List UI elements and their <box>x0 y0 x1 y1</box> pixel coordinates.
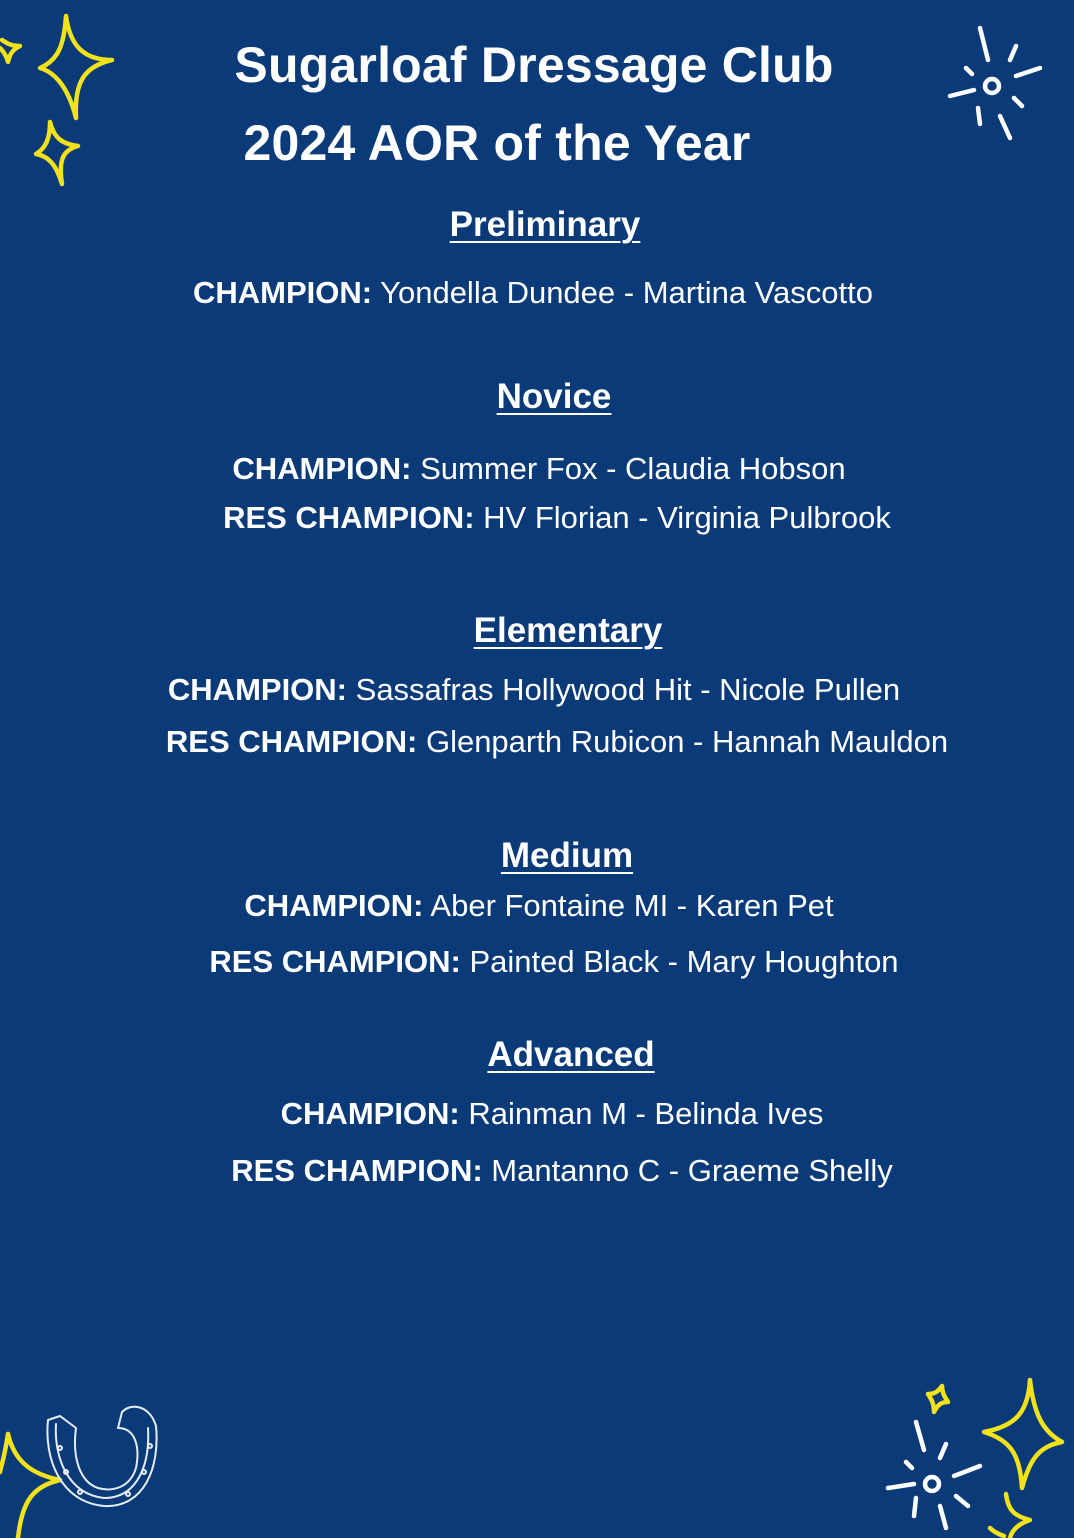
award-label: CHAMPION: <box>244 888 424 923</box>
poster-title-line-2: 2024 AOR of the Year <box>243 115 751 171</box>
section-heading-elementary: Elementary <box>473 611 663 650</box>
award-value: Mantanno C - Graeme Shelly <box>491 1153 893 1188</box>
medium-res-champion <box>17 946 1074 977</box>
sparkle-star-icon <box>0 0 130 200</box>
award-label: CHAMPION: <box>192 275 373 310</box>
award-value: Glenparth Rubicon - Hannah Mauldon <box>425 724 949 759</box>
award-label: CHAMPION: <box>232 451 412 486</box>
sunburst-icon <box>880 1410 1010 1538</box>
section-heading-novice: Novice <box>496 377 612 416</box>
award-label: RES CHAMPION: <box>223 500 475 535</box>
novice-res-champion <box>20 502 1074 533</box>
award-value: Painted Black - Mary Houghton <box>469 944 899 979</box>
award-label: RES CHAMPION: <box>209 944 461 979</box>
award-label: RES CHAMPION: <box>231 1153 483 1188</box>
award-label: CHAMPION: <box>280 1096 460 1131</box>
poster-title-line-1: Sugarloaf Dressage Club <box>234 37 834 93</box>
award-value: HV Florian - Virginia Pulbrook <box>483 500 891 535</box>
advanced-res-champion <box>25 1155 1074 1186</box>
preliminary-champion <box>0 277 1070 308</box>
elementary-res-champion <box>20 726 1074 757</box>
award-label: RES CHAMPION: <box>165 724 418 759</box>
elementary-champion <box>0 674 1071 705</box>
award-value: Aber Fontaine MI - Karen Pet <box>430 888 834 923</box>
section-heading-medium: Medium <box>500 836 634 875</box>
section-heading-preliminary: Preliminary <box>449 205 641 244</box>
section-heading-advanced: Advanced <box>487 1035 655 1074</box>
award-value: Rainman M - Belinda Ives <box>468 1096 824 1131</box>
award-value: Summer Fox - Claudia Hobson <box>420 451 846 486</box>
medium-champion <box>2 890 1074 921</box>
novice-champion <box>2 453 1074 484</box>
award-value: Sassafras Hollywood Hit - Nicole Pullen <box>355 672 901 707</box>
sunburst-icon <box>940 20 1050 150</box>
horseshoe-icon <box>40 1398 164 1510</box>
award-label: CHAMPION: <box>167 672 348 707</box>
advanced-champion <box>15 1098 1074 1129</box>
award-value: Yondella Dundee - Martina Vascotto <box>380 275 874 310</box>
